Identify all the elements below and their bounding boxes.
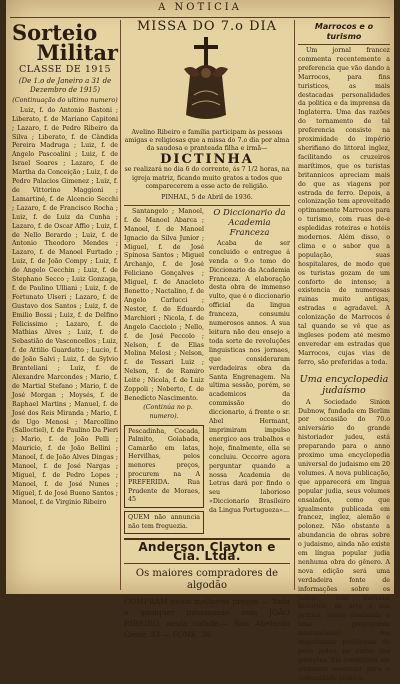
right-column xyxy=(298,22,390,682)
dateline: PINHAL, 5 de Abril de 1936. xyxy=(161,194,253,202)
militar-title: Militar xyxy=(36,40,118,65)
mourning-emblem-box xyxy=(124,35,290,127)
newspaper-page xyxy=(6,0,394,682)
annuncia-ad: QUEM não annuncia não tem freguezia. xyxy=(124,511,204,534)
anderson-title: Anderson Clayton e Cia. Ltda. xyxy=(138,540,276,564)
column-divider xyxy=(120,20,121,590)
sorteio-list-continued: Santangelo ; Manoel, f. de Manoel Abarca ; Manoel, f. de Manoel Ignacio da Silva Junior ; Miguel, f. de José Spinosa Santos ; Miguel Archanjo, f. de José Feliciano Gonçalves ; Miguel, f. de Anacleto Bonetto ; Nactalino, f. de Angelo Carlucci ; Nestor, f. de Eduardo Marchiori ; Nicola, f. de Angelo Cacciolo ; Nello, f. de José Peccolo ; Nelson, f. de Elias Molina Melosi ; Nelson, f. de Tessari Luiz ; Nelson, f. de Ramiro Leite ; Nicola, f. de Luiz Zoppoli ; Noberto, f. de Benedicto Nascimento. xyxy=(124,207,204,402)
marrocos-title: Marrocos e o turismo xyxy=(314,22,374,41)
sorteio-list: Luiz, f. do Antonio Bastoni ; Liberato, f. de Mariano Capitoni ; Lazaro, f. de Pedro Ribeiro da Silva ; Liberato, f. de Cândida Pereira Madruga ; Luiz, f. de Angelo Pascoalini ; Luiz, f. de Israel Soares ; Lazaro, f. de Martha da Conceição ; Luiz, f. de Pedro Palacios Gimenez ; Luiz, f. de Vittorino Maggioni ; Lamartiné, f. de Alcencio Secchi ; Lazaro, f. de Francisco Rocha ; Luiz, f. de Luiz da Cunha ; Lazaro, f. de Oscar Affio ; Luiz, f. de Nello Berardo ; Luiz, f. de Antonio Theodoro Mendes ; Lazaro, f. de Manoel Furtado ; Luiz, f. de João Compy ; Luiz, f. de Angelo Cecchin ; Luiz, f. de Stephano Secco ; Luiz Gonzaga, f. de Paulino Ulliani ; Luiz, f. de Fortunato Ulseri ; Lazaro, f. de Gustavo dos Santos ; Luiz, f. de Emilio Bossi ; Luiz, f. de Delfino Felicissimo ; Lazaro, f. de Mathias Alves ; Luiz, f. de Sebastião de Vasconcellos ; Luiz, f. de Attilio Guardatto ; Lucio, f. de João Salvi ; Luiz, f. de Sylvio Branteliani ; Luiz, f. de Alexandre Marcondes ; Mario, f. de Martial Stefano ; Mario, f. de José Morgan ; Moysés, f. de Raphael Martins ; Manuel, f. de José dos Reis Miranda ; Mario, f. de Ugo Menosi ; Marcollino (Salloctiel), f. de Paulino Da Pieri ; Mario, f. de João Pelli ; Mauricio, f. de João Bellini ; Manoel, f. de João Alves Dingas ; Manoel, f. de José Nargas ; Miguel, f. de Pedro Lopes ; Manoel, f. de José Nunes ; Miguel, f. de José Bueno Santos ; Manoel, f. de Virginio Ribeiro xyxy=(12,106,118,506)
classe-heading: CLASSE DE 1915 xyxy=(19,64,111,75)
header-rule xyxy=(10,17,390,18)
diccionario-article xyxy=(209,208,290,534)
section-rule xyxy=(124,205,290,206)
continua-note: (Continúa no p. numero). xyxy=(143,403,193,420)
cross-angel-icon xyxy=(180,35,232,123)
marrocos-text: Um jornal francez commenta recentemente a preferencia que vão dando a Marrocos, para fins turisticos, as mais destacadas personalidades da politica e da imprensa da Inglaterra. Uma das razões do tornamento de tal preferencia consiste na proximidade do império sherifiano do littoral inglez, facilitando os cruzeiros marítimos, que os turistas britannicos apreciam mais do que as viagens por estrada de ferro. Depois, a colonização tem aproveitado optimamente Marrocos para o turismo, com ruas de-e espledidas roteiras e hotéis modernos. Além disso, o clima e o sabor que a população, suas hospitalares, de modo que os turistas gozam de um conforto de intenso; a existencia de numerosas ruinas muito antigas, estradas e agradavel. A colonização de Marrocos é tal quando se vê que as ingleses podem até mesmo enveredar em estradas que Marrocos, cujas vias de ferro, são preferidas a toda. xyxy=(298,47,390,366)
sorteio-title: Sorteio xyxy=(12,20,98,45)
ad-body: COMPRAM pelos melhores preços — Toda e qualquer informação com JOÃO RIBEIRO, nesta cidade.— Rua Abelardo Cesar, 23 — FONE, 36. xyxy=(124,597,290,640)
list-continuation xyxy=(124,208,204,534)
anderson-clayton-ad xyxy=(124,538,290,640)
ad-subtitle: Os maiores compradores de algodão xyxy=(135,568,279,592)
encyclopedia-text: A Sociedade Sinion Dubnow, fundada em Berlim por occasião do 70.o aniversário do grande historiador judeu, está preparando para o anno proximo uma encyclopedia universal do judaismo em 20 volumes. A nova publicação, que apparecerá em lingua popular judia, seus volumes ensaiados, como que igualmente publicada em francez, inglez, alemão e polonez. Não obstante a abundancia de obras sobre o judaismo, ainda não existe em língua popular judia nenhuma obra do gênero. A nova edição será uma verdadeira fonte de informações sobre os judeus, com material historico, de arte e sua pratica, sendo destinada a uma propaganda internacional dos importantes problemas do povo judeu no curso das gerações. Ela constituirá um elemento essencial para a comunidade judaica. xyxy=(298,398,390,682)
middle-column xyxy=(124,19,290,640)
missa-announcement: Avelino Ribeiro e familia participam às pessoas amigas e religiosas que a missa do 7.o dia por alma da saudosa e pranteada filha e irmã— xyxy=(124,128,290,153)
continuation-note: (Continuação do ultimo numero) xyxy=(12,95,118,104)
preferida-ad: Pescadinha, Cocada, Palmito, Goiabada, Camarão em latas, Hervilhas, pelos menores preços, procurem na A PREFERIDA. Rua Prudente de Moraes, 45 xyxy=(124,425,204,508)
newspaper-header: A NOTICIA xyxy=(158,2,242,13)
diccionario-title: O Diccionario da Academia Franceza xyxy=(213,207,286,238)
ad-rule xyxy=(124,563,290,564)
missa-title: MISSA DO 7.o DIA xyxy=(136,19,278,34)
encyclopedia-title: Uma encyclopedia judaísmo xyxy=(299,373,389,396)
title-rule xyxy=(298,44,390,45)
missa-details: se realizará no dia 6 do corrente, ás 7 1/2 horas, na igreja matriz, ficando muito gratos a todos que comparecerem a esse acto de religião. xyxy=(124,166,290,190)
sorteio-column xyxy=(12,22,118,588)
deceased-name: DICTINHA xyxy=(160,151,254,167)
split-section xyxy=(124,208,290,534)
column-divider xyxy=(294,20,295,590)
classe-dates: (De 1.o de Janeiro a 31 de Dezembro de 1915) xyxy=(18,76,112,94)
diccionario-text: Acaba de ser concluido e entregue á venda o 9.o tomo do Diccionario da Academia Franceza. A elaboração desta obra de immenso vulto, que é o diccionario official da lingua franceza, consumiu numerosos annos. A sua leitura não deu ensejo a toda sorte de revoluções linguisticas nos jornaes, que consideraram verdadeiras obra da Santa Engrenagem. Na ultima sessão, porém, se academicos da commissão do diccionario, á frente o sr. Abel Hermant, imprimiram impulso energico aos trabalhos e hoje, finalmente, ella se concluiu. Occorre agora perguntar quando a nossa Academia de Letras dará por findo o seu laborioso «Diccionario Brasileiro da Lingua Portugueza»... xyxy=(209,239,290,515)
